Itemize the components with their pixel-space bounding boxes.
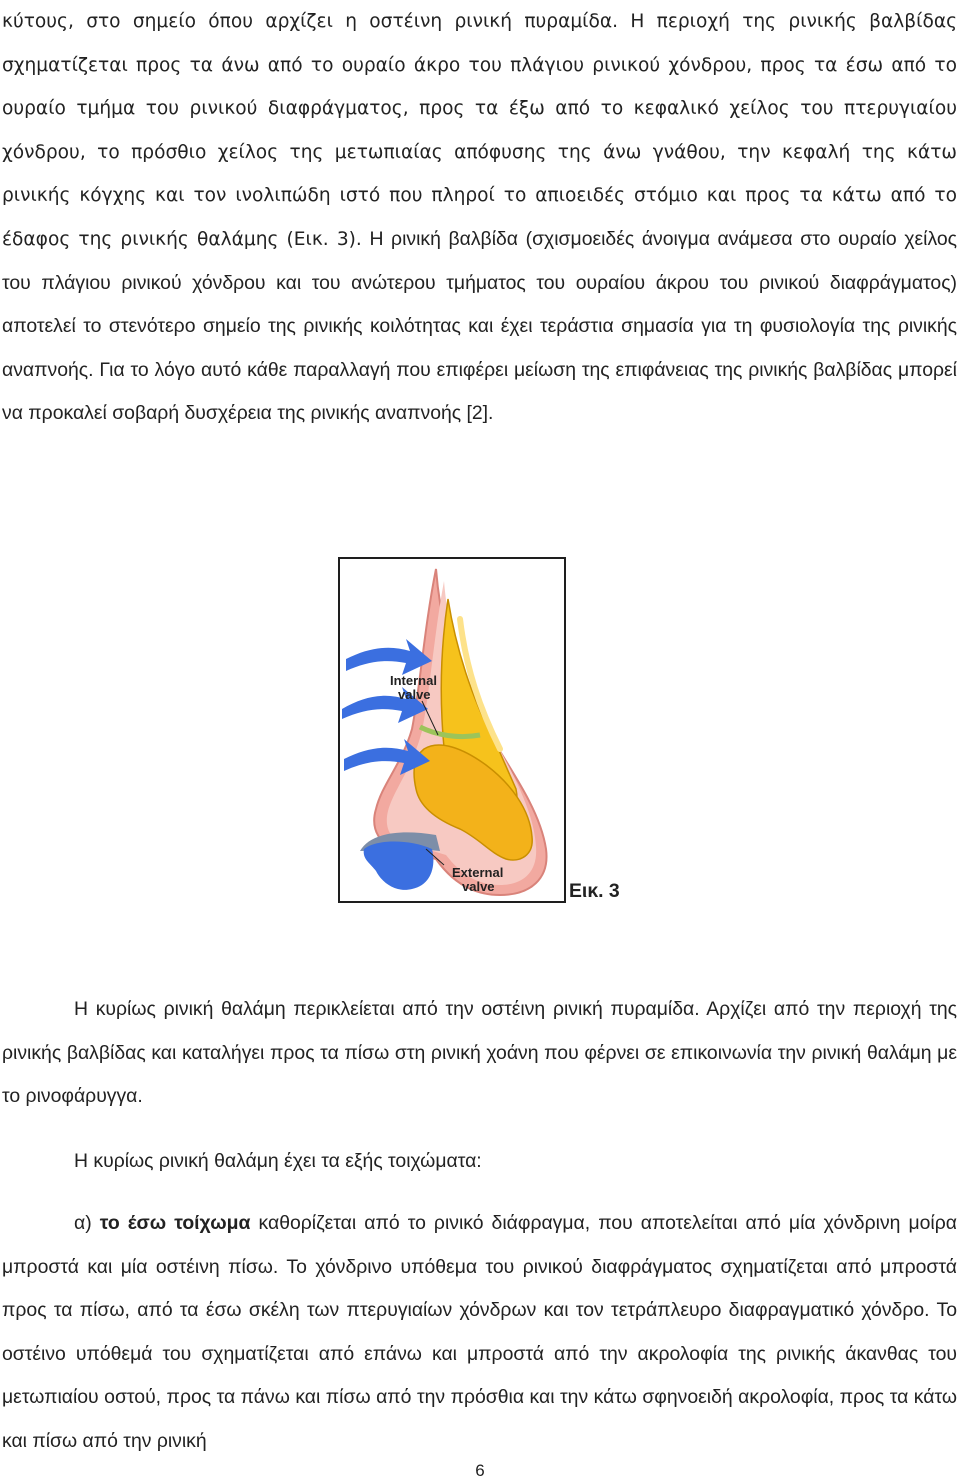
paragraph-nasal-valve [2,0,957,436]
paragraph-nasal-valve-part1: κύτους, στο σημείο όπου αρχίζει η οστέινη ρινική πυραμίδα. Η περιοχή της ρινικής βαλβίδας σχηματίζεται προς τα άνω από το ουραίο άκρο του πλάγιου ρινικού χόνδρου, προς τα έσω από το ουραίο τμήμα του ρινικού διαφράγματος, προς τα έξω από το κεφαλικό χείλος του πτερυγιαίου χόνδρου, το πρόσθιο χείλος της μετωπιαίας απόφυσης της άνω γνάθου, την κεφαλή της κάτω ρινικής κόγχης και τον ινολιπώδη ιστό που πληροί το απιοειδές στόμιο και προς τα κάτω από το έδαφος της ρινικής θαλάμης (Εικ. 3). [2,11,957,250]
figure-nasal-valve-diagram [338,557,566,903]
label-internal-valve-line2: valve [398,687,431,702]
external-valve-airflow [364,842,434,890]
label-external-valve-line1: External [452,865,504,880]
airflow-arrow-1 [346,639,432,675]
medial-wall-term: το έσω τοίχωμα [99,1212,251,1234]
nose-illustration [340,559,564,901]
airflow-arrows [342,639,432,775]
paragraph-main-chamber: Η κυρίως ρινική θαλάμη περικλείεται από την οστέινη ρινική πυραμίδα. Αρχίζει από την περιοχή της ρινικής βαλβίδας και καταλήγει προς τα πίσω στη ρινική χοάνη που φέρνει σε επικοινωνία την ρινική θαλάμη με το ρινοφάρυγγα. [2,998,957,1108]
medial-wall-description: καθορίζεται από το ρινικό διάφραγμα, που αποτελείται από μία χόνδρινη μοίρα μπροστά και μία οστέινη πίσω. Το χόνδρινο υπόθεμα του ρινικού διαφράγματος σχηματίζεται από μπροστά προς τα πίσω, από τα έσω σκέλη των πτερυγιαίων χόνδρων και τον τετράπλευρο διαφραγματικό χόνδρο. Το οστέινο υπόθεμά του σχηματίζεται από επάνω και μπροστά από την ακρολοφία της ρινικής άκανθας του μετωπιαίου οστού, προς τα πάνω και πίσω από την πρόσθια και την κάτω σφηνοειδή ακρολοφία, προς τα κάτω και πίσω από την ρινική [2,1212,957,1452]
paragraph-walls-intro: Η κυρίως ρινική θαλάμη έχει τα εξής τοιχώματα: [74,1150,482,1172]
paragraph-medial-wall [2,1202,957,1464]
figure-caption: Εικ. 3 [569,880,620,902]
label-external-valve-line2: valve [462,879,495,894]
paragraph-nasal-valve-part2: Η ρινική βαλβίδα (σχισμοειδές άνοιγμα ανάμεσα στο ουραίο χείλος του πλάγιου ρινικού χόνδρου και του ανώτερου τμήματος του ουραίου άκρου του ρινικού διαφράγματος) αποτελεί το στενότερο σημείο της ρινικής κοιλότητας και έχει τεράστια σημασία για τη φυσιολογία της ρινικής αναπνοής. Για το λόγο αυτό κάθε παραλλαγή που επιφέρει μείωση της επιφάνειας της ρινικής βαλβίδας μπορεί να προκαλεί σοβαρή δυσχέρεια της ρινικής αναπνοής [2]. [2,227,957,425]
page-number: 6 [475,1461,485,1480]
label-internal-valve-line1: Internal [390,673,437,688]
medial-wall-prefix: α) [74,1212,100,1234]
